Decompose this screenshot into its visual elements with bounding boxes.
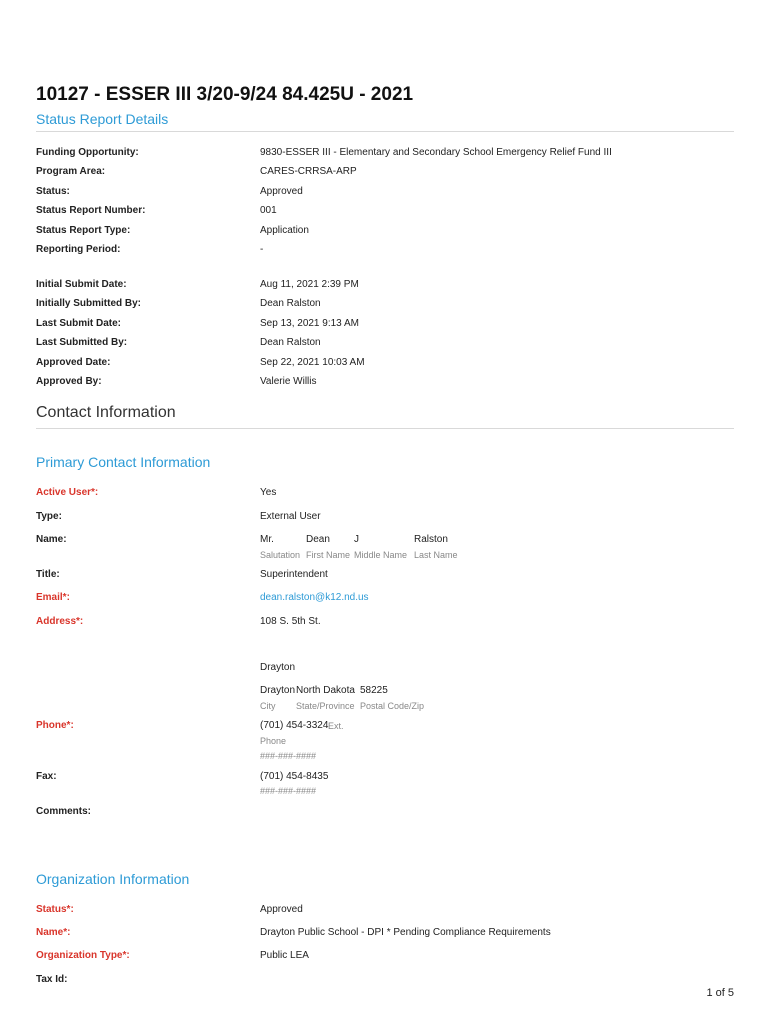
phone-sub: Phone [260,736,287,746]
address-state: North Dakota [296,685,355,696]
address-line1: 108 S. 5th St. [260,616,321,627]
field-value: Aug 11, 2021 2:39 PM [260,279,359,290]
field-label: Status Report Number: [36,205,146,216]
title-label: Title: [36,569,60,580]
active-user-label: Active User*: [36,487,99,498]
name-sub-middle: Middle Name [354,550,408,560]
address-line3: Drayton [260,662,296,673]
comments-label: Comments: [36,806,92,817]
fax-value: (701) 454-8435 [260,771,329,782]
field-value: 001 [260,205,277,216]
field-label: Last Submit Date: [36,318,122,329]
field-label: Last Submitted By: [36,337,128,348]
org-name-value: Drayton Public School - DPI * Pending Compliance Requirements [260,927,551,938]
field-label: Initial Submit Date: [36,279,127,290]
phone-label: Phone*: [36,720,74,731]
address-label: Address*: [36,616,84,627]
address-sub-city: City [260,701,276,711]
field-label: Approved Date: [36,357,111,368]
field-label: Initially Submitted By: [36,298,142,309]
field-label: Reporting Period: [36,244,121,255]
address-city: Drayton [260,685,296,696]
org-type-label: Organization Type*: [36,950,130,961]
email-link[interactable]: dean.ralston@k12.nd.us [260,592,369,603]
page-number: 1 of 5 [706,987,734,999]
fax-format: ###-###-#### [260,786,317,796]
contact-information-heading: Contact Information [36,404,176,421]
field-label: Funding Opportunity: [36,147,139,158]
name-salutation: Mr. [260,534,274,545]
org-type-value: Public LEA [260,950,309,961]
active-user-value: Yes [260,487,277,498]
page-title: 10127 - ESSER III 3/20-9/24 84.425U - 2021 [36,84,414,105]
address-sub-zip: Postal Code/Zip [360,701,425,711]
address-zip: 58225 [360,685,388,696]
field-value: CARES-CRRSA-ARP [260,166,357,177]
field-value: Application [260,225,309,236]
type-value: External User [260,511,321,522]
name-middle: J [354,534,359,545]
phone-value: (701) 454-3324 [260,720,329,731]
phone-ext: Ext. [328,721,344,731]
name-last: Ralston [414,534,448,545]
fax-label: Fax: [36,771,57,782]
divider [36,131,734,132]
organization-heading: Organization Information [36,871,190,887]
title-value: Superintendent [260,569,328,580]
field-value: Sep 13, 2021 9:13 AM [260,318,359,329]
tax-id-label: Tax Id: [36,974,68,985]
field-value: 9830-ESSER III - Elementary and Secondary School Emergency Relief Fund III [260,147,612,158]
org-name-label: Name*: [36,927,71,938]
phone-format: ###-###-#### [260,751,317,761]
primary-contact-heading: Primary Contact Information [36,454,211,470]
status-report-heading: Status Report Details [36,111,169,127]
name-sub-last: Last Name [414,550,458,560]
name-sub-salutation: Salutation [260,550,301,560]
field-value: Valerie Willis [260,376,317,387]
field-value: Dean Ralston [260,337,321,348]
email-label: Email*: [36,592,70,603]
name-sub-first: First Name [306,550,351,560]
field-value: Approved [260,186,303,197]
field-value: - [260,244,264,255]
field-value: Sep 22, 2021 10:03 AM [260,357,365,368]
divider [36,428,734,429]
name-first: Dean [306,534,330,545]
name-label: Name: [36,534,67,545]
field-label: Approved By: [36,376,102,387]
field-label: Program Area: [36,166,106,177]
field-value: Dean Ralston [260,298,321,309]
type-label: Type: [36,511,62,522]
org-status-value: Approved [260,904,303,915]
field-label: Status Report Type: [36,225,131,236]
org-status-label: Status*: [36,904,74,915]
address-sub-state: State/Province [296,701,355,711]
field-label: Status: [36,186,70,197]
